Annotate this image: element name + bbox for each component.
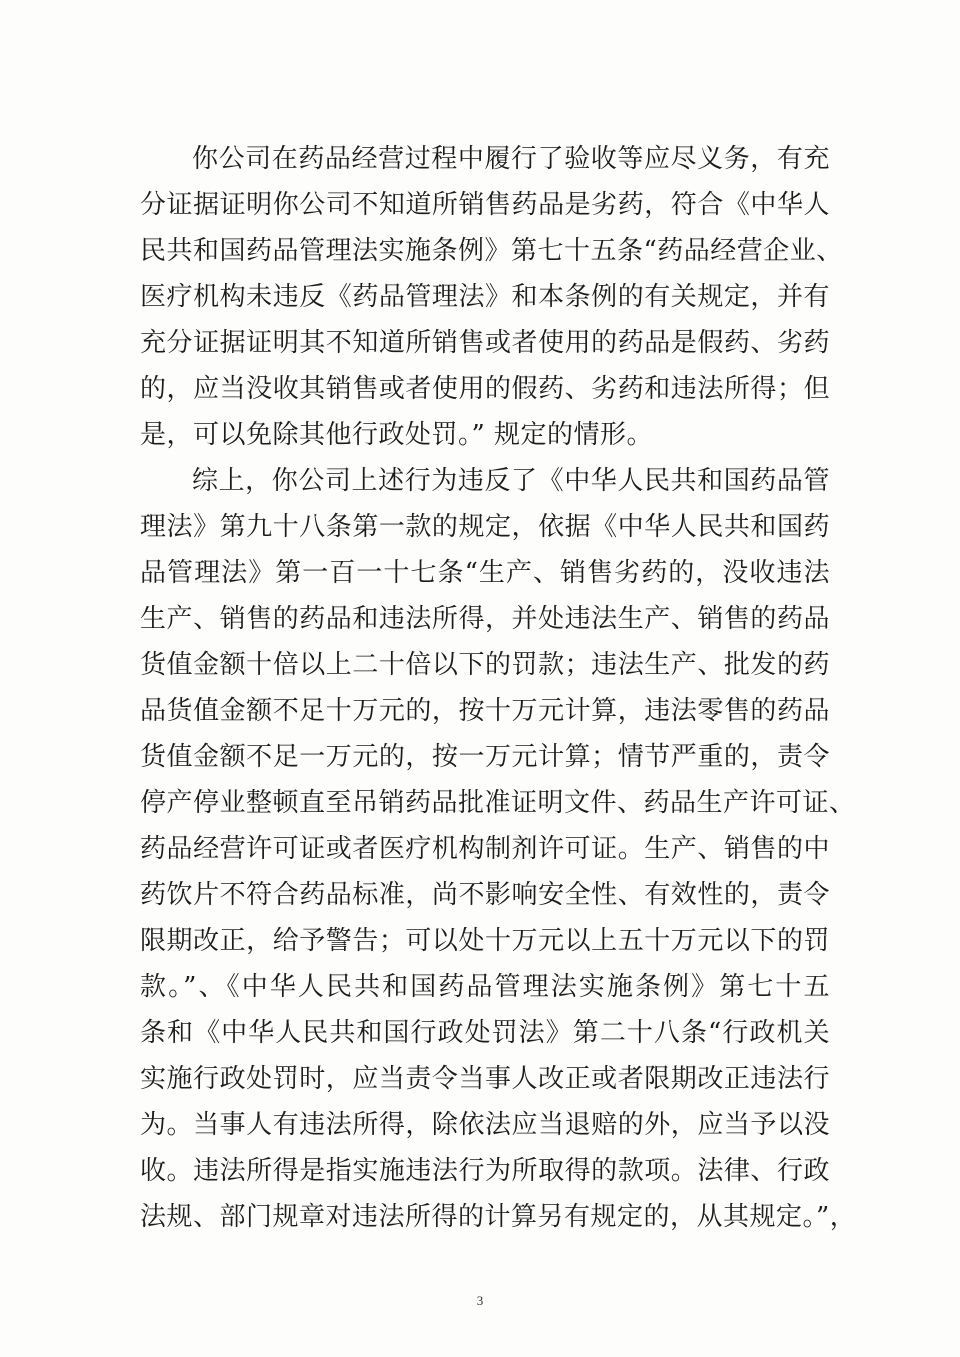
paragraph-2-line-10: 药饮片不符合药品标准，尚不影响安全性、有效性的，责令: [140, 880, 830, 910]
paragraph-2-line-16: 收。违法所得是指实施违法行为所取得的款项。法律、行政: [140, 1156, 830, 1186]
page-number: 3: [476, 1293, 484, 1308]
paragraph-2-line-7: 货值金额不足一万元的，按一万元计算；情节严重的，责令: [140, 742, 830, 772]
paragraph-2-line-12: 款。”、《中华人民共和国药品管理法实施条例》第七十五: [140, 972, 830, 1002]
paragraph-2-line-8: 停产停业整顿直至吊销药品批准证明文件、药品生产许可证、: [140, 788, 856, 818]
paragraph-2-line-11: 限期改正，给予警告；可以处十万元以上五十万元以下的罚: [140, 926, 830, 956]
paragraph-2-line-5: 货值金额十倍以上二十倍以下的罚款；违法生产、批发的药: [140, 650, 830, 680]
paragraph-2-line-2: 理法》第九十八条第一款的规定，依据《中华人民共和国药: [140, 512, 830, 542]
body-text: [140, 136, 857, 1240]
paragraph-2-line-9: 药品经营许可证或者医疗机构制剂许可证。生产、销售的中: [140, 834, 830, 864]
paragraph-2-line-4: 生产、销售的药品和违法所得，并处违法生产、销售的药品: [140, 604, 830, 634]
paragraph-2-line-17: 法规、部门规章对违法所得的计算另有规定的，从其规定。”，: [140, 1202, 857, 1232]
paragraph-2-line-15: 为。当事人有违法所得，除依法应当退赔的外，应当予以没: [140, 1110, 830, 1140]
paragraph-1-line-5: 充分证据证明其不知道所销售或者使用的药品是假药、劣药: [140, 328, 830, 358]
paragraph-1-line-4: 医疗机构未违反《药品管理法》和本条例的有关规定，并有: [140, 282, 830, 312]
paragraph-1-line-2: 分证据证明你公司不知道所销售药品是劣药，符合《中华人: [140, 190, 830, 220]
paragraph-1-line-6: 的，应当没收其销售或者使用的假药、劣药和违法所得；但: [140, 374, 830, 404]
paragraph-2-line-3: 品管理法》第一百一十七条“生产、销售劣药的，没收违法: [140, 558, 830, 588]
paragraph-2-line-6: 品货值金额不足十万元的，按十万元计算，违法零售的药品: [140, 696, 830, 726]
paragraph-1-line-1: 你公司在药品经营过程中履行了验收等应尽义务，有充: [192, 144, 830, 174]
paragraph-1-line-7: 是，可以免除其他行政处罚。” 规定的情形。: [140, 420, 654, 450]
paragraph-2-line-1: 综上，你公司上述行为违反了《中华人民共和国药品管: [192, 466, 830, 496]
paragraph-1-line-3: 民共和国药品管理法实施条例》第七十五条“药品经营企业、: [140, 236, 843, 266]
paragraph-2-line-13: 条和《中华人民共和国行政处罚法》第二十八条“行政机关: [140, 1018, 830, 1048]
paragraph-2-line-14: 实施行政处罚时，应当责令当事人改正或者限期改正违法行: [140, 1064, 830, 1094]
